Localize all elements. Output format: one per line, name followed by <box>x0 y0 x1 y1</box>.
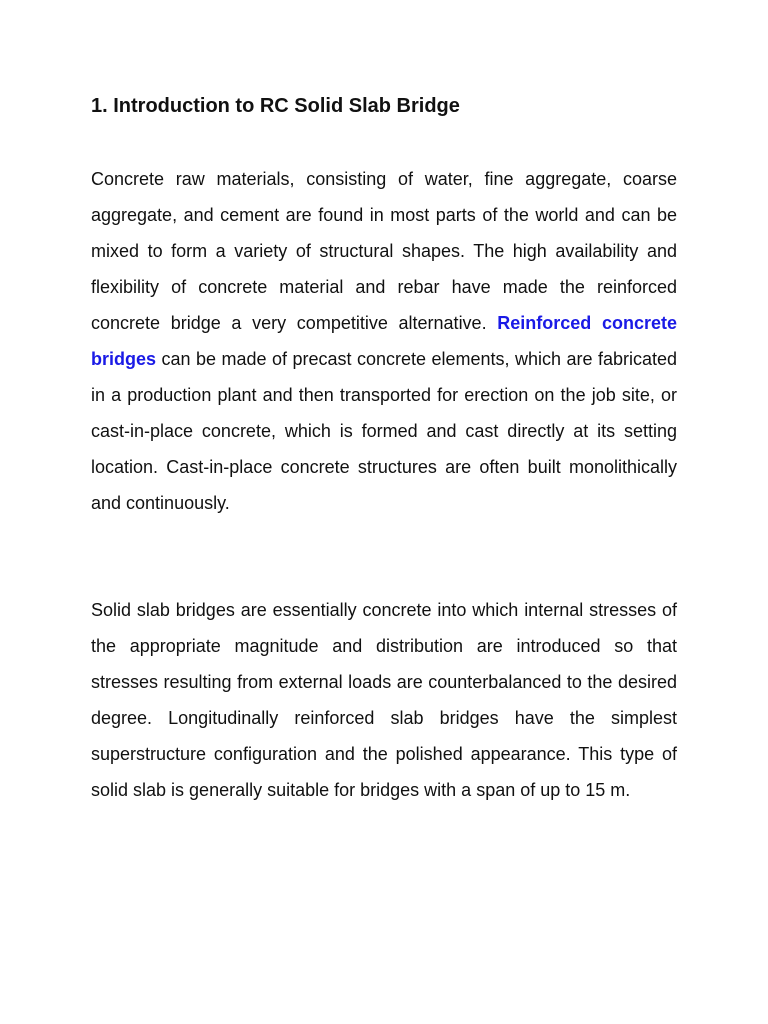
section-heading: 1. Introduction to RC Solid Slab Bridge <box>91 95 460 117</box>
intro-paragraph <box>91 161 677 521</box>
reinforced-concrete-bridges-link[interactable]: Reinforced concrete bridges <box>91 313 677 369</box>
intro-paragraph-text-after-link: can be made of precast concrete elements, which are fabricated in a production plant and then transported for erection on the job site, or cast-in-place concrete, which is formed and cast directly at its setting location. Cast-in-place concrete structures are often built monolithically and continuously. <box>91 349 677 513</box>
intro-paragraph-text-before-link: Concrete raw materials, consisting of water, fine aggregate, coarse aggregate, and cement are found in most parts of the world and can be mixed to form a variety of structural shapes. The high availability and flexibility of concrete material and rebar have made the reinforced concrete bridge a very competitive alternative. <box>91 169 677 333</box>
solid-slab-paragraph: Solid slab bridges are essentially concrete into which internal stresses of the appropriate magnitude and distribution are introduced so that stresses resulting from external loads are counterbalanced to the desired degree. Longitudinally reinforced slab bridges have the simplest superstructure configuration and the polished appearance. This type of solid slab is generally suitable for bridges with a span of up to 15 m. <box>91 600 677 800</box>
